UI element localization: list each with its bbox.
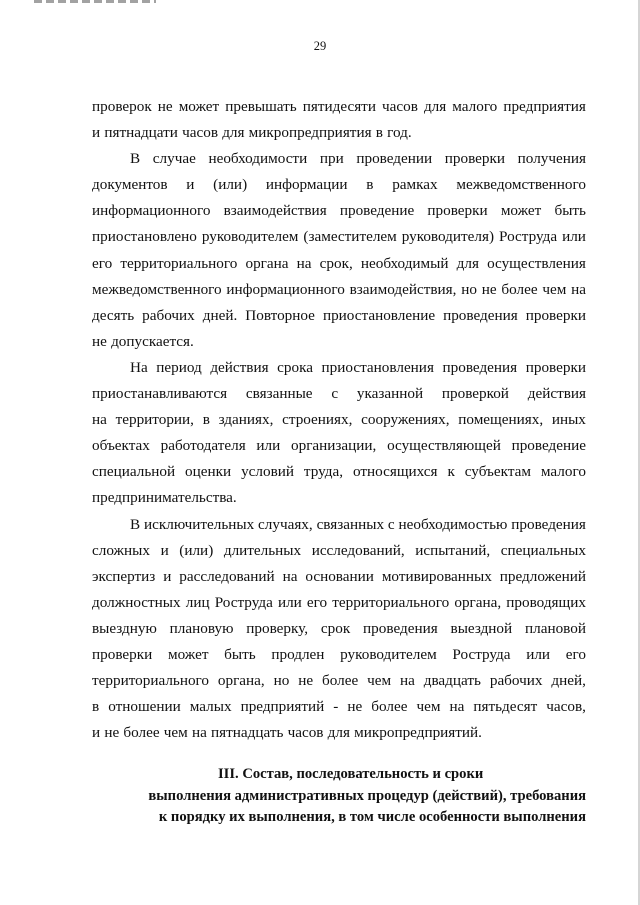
word: более <box>371 698 408 716</box>
word: предприятия <box>503 98 586 115</box>
word: (или) <box>213 176 248 194</box>
word: на <box>571 280 586 298</box>
word: но <box>273 672 290 690</box>
word: должностных <box>92 593 181 611</box>
word: проведения <box>443 306 518 324</box>
word: связанные <box>245 385 313 403</box>
text-line <box>92 277 586 303</box>
word: срок <box>320 619 351 637</box>
word: микропредприятия <box>248 124 372 142</box>
word: к <box>447 463 455 481</box>
word: на <box>92 411 107 429</box>
word: приостановление <box>322 306 436 324</box>
heading-line-3: к порядку их выполнения, в том числе особенности выполнения <box>158 809 586 825</box>
text-line <box>92 616 586 642</box>
word: проверки <box>92 645 153 663</box>
word: зданиях, <box>218 411 274 429</box>
text-line <box>92 720 586 746</box>
word: указанной <box>356 385 424 403</box>
word: не <box>298 672 314 690</box>
word: чем <box>367 672 392 690</box>
word: проведения <box>442 358 518 376</box>
word: проведения <box>511 515 586 533</box>
word: допускается. <box>111 332 194 350</box>
word: - <box>333 698 339 716</box>
word: проверку, <box>246 619 309 637</box>
word: пятнадцати <box>104 124 178 142</box>
word: рамках <box>392 176 438 194</box>
text-line <box>92 172 586 198</box>
word: мотивированных <box>381 567 492 585</box>
word: быть <box>554 202 586 220</box>
word: действия <box>527 385 586 403</box>
word: предпринимательства. <box>92 489 237 507</box>
word: (заместителем <box>303 228 397 246</box>
word: необходимости <box>208 150 308 168</box>
word: для <box>327 724 350 742</box>
word: чем <box>416 698 441 716</box>
text-line <box>92 590 586 616</box>
word: в <box>375 124 383 142</box>
word: на <box>282 567 298 585</box>
word: руководителем <box>201 228 299 246</box>
text-line <box>92 485 586 511</box>
word: органа <box>245 254 289 272</box>
word: или <box>562 228 586 246</box>
word: часов <box>182 124 218 142</box>
word: в <box>366 176 374 194</box>
word: на <box>449 698 465 716</box>
text-line <box>92 303 586 329</box>
word: и <box>92 724 101 742</box>
word: дней, <box>551 672 586 690</box>
word: руководителем <box>340 645 437 663</box>
word: год. <box>387 124 412 142</box>
word: предприятий <box>240 698 325 716</box>
word: специальной <box>92 463 176 481</box>
word: На <box>130 358 148 376</box>
word: Роструда <box>214 593 273 611</box>
word: основании <box>305 567 374 585</box>
text-line <box>92 642 586 668</box>
word: пятнадцать <box>211 724 284 742</box>
word: более <box>123 724 160 742</box>
word: расследований <box>179 567 275 585</box>
word: В <box>130 515 141 533</box>
word: для <box>222 124 245 142</box>
word: и <box>186 176 195 194</box>
text-line <box>92 355 586 381</box>
word: часов <box>382 98 418 115</box>
word: сооружениях, <box>361 411 450 429</box>
word: испытаний, <box>415 541 491 559</box>
word: на <box>191 724 207 742</box>
word: не <box>104 724 120 742</box>
word: взаимодействия, <box>349 280 457 298</box>
word: оценки <box>185 463 232 481</box>
word: проведение <box>339 202 415 220</box>
word: приостановлено <box>92 228 197 246</box>
text-line <box>92 668 586 694</box>
word: приостанавливаются <box>92 385 228 403</box>
word: микропредприятий. <box>354 724 482 742</box>
word: приостановления <box>321 358 434 376</box>
word: превышать <box>225 98 297 115</box>
word: и <box>160 541 169 559</box>
text-line <box>92 538 586 564</box>
word: (или) <box>179 541 214 559</box>
word: объектах <box>92 437 150 455</box>
scan-edge-mark <box>34 0 156 3</box>
word: получения <box>517 150 586 168</box>
word: осуществления <box>487 254 586 272</box>
text-line <box>92 512 586 538</box>
word: проверок <box>92 98 152 115</box>
word: Роструда <box>452 645 511 663</box>
word: пятидесяти <box>302 98 376 115</box>
word: экспертиз <box>92 567 156 585</box>
word: проверки <box>525 306 586 324</box>
word: в <box>92 698 100 716</box>
word: срока <box>277 358 313 376</box>
word: предложений <box>499 567 586 585</box>
word: руководителя) <box>401 228 495 246</box>
word: быть <box>224 645 256 663</box>
word: межведомственного <box>456 176 586 194</box>
word: не <box>92 332 107 350</box>
word: сложных <box>92 541 150 559</box>
word: дней. <box>202 306 238 324</box>
word: пятьдесят <box>473 698 538 716</box>
word: межведомственного <box>92 280 222 298</box>
word: малых <box>189 698 232 716</box>
word: действия <box>210 358 269 376</box>
word: иных <box>551 411 586 429</box>
text-line <box>92 120 586 146</box>
word: период <box>156 358 202 376</box>
word: случаях, <box>258 515 313 533</box>
word: взаимодействия <box>223 202 327 220</box>
word: территориального <box>92 672 209 690</box>
word: часов <box>287 724 324 742</box>
word: малого <box>452 98 498 115</box>
word: работодателя <box>160 437 246 455</box>
word: случае <box>152 150 196 168</box>
word: рабочих <box>142 306 195 324</box>
word: для <box>456 254 479 272</box>
word: осуществляющей <box>387 437 501 455</box>
text-line <box>92 198 586 224</box>
text-line <box>92 146 586 172</box>
word: территории, <box>115 411 194 429</box>
word: рабочих <box>489 672 543 690</box>
word: его <box>306 593 328 611</box>
page-number: 29 <box>313 39 327 53</box>
word: информации <box>265 176 348 194</box>
word: проверки <box>427 202 488 220</box>
word: плановую <box>169 619 234 637</box>
word: необходимостью <box>398 515 508 533</box>
word: Повторное <box>245 306 315 324</box>
word: более <box>322 672 359 690</box>
word: двадцать <box>423 672 481 690</box>
word: территориального <box>120 254 238 272</box>
word: может <box>178 98 220 115</box>
word: или <box>277 593 302 611</box>
word: условий <box>241 463 294 481</box>
word: чем <box>542 280 567 298</box>
word: субъектам <box>464 463 531 481</box>
word: плановой <box>525 619 586 637</box>
word: или <box>526 645 551 663</box>
word: и <box>163 567 172 585</box>
word: может <box>500 202 542 220</box>
word: организации, <box>291 437 377 455</box>
word: не <box>157 98 173 115</box>
word: проведения <box>363 619 438 637</box>
word: и <box>92 124 101 142</box>
word: проведении <box>356 150 433 168</box>
text-line <box>92 694 586 720</box>
word: документов <box>92 176 168 194</box>
word: территориального <box>332 593 450 611</box>
text-line <box>92 407 586 433</box>
word: лиц <box>185 593 210 611</box>
heading-line-2: выполнения административных процедур (действий), требования <box>148 787 586 804</box>
text-line <box>92 251 586 277</box>
word: с <box>387 515 395 533</box>
word: органа, <box>217 672 265 690</box>
word: длительных <box>223 541 302 559</box>
word: отношении <box>108 698 181 716</box>
word: строениях, <box>282 411 353 429</box>
word: продлен <box>271 645 325 663</box>
word: выездной <box>450 619 513 637</box>
word: исключительных <box>144 515 255 533</box>
word: более <box>501 280 538 298</box>
word: на <box>296 254 312 272</box>
word: В <box>130 150 141 168</box>
word: на <box>399 672 415 690</box>
heading-line-1: III. Состав, последовательность и сроки <box>218 766 484 782</box>
word: часов, <box>546 698 586 716</box>
word: относящихся <box>352 463 438 481</box>
word: проверки <box>525 358 586 376</box>
section-heading <box>80 764 586 829</box>
word: проверки <box>444 150 506 168</box>
word: органа, <box>454 593 502 611</box>
word: может <box>167 645 209 663</box>
word: проводящих <box>506 593 586 611</box>
word: малого <box>540 463 586 481</box>
word: для <box>423 98 447 115</box>
body-text <box>92 94 586 746</box>
text-line <box>92 329 586 355</box>
text-line <box>92 94 586 120</box>
word: специальных <box>500 541 586 559</box>
word: информационного <box>226 280 345 298</box>
word: чем <box>163 724 188 742</box>
word: проведение <box>511 437 586 455</box>
word: не <box>481 280 497 298</box>
word: его <box>92 254 113 272</box>
word: с <box>331 385 339 403</box>
word: но <box>461 280 477 298</box>
text-line <box>92 564 586 590</box>
word: необходимый <box>360 254 449 272</box>
word: десять <box>92 306 135 324</box>
text-line <box>92 433 586 459</box>
word: при <box>319 150 344 168</box>
word: помещениях, <box>458 411 544 429</box>
word: не <box>347 698 363 716</box>
word: исследований, <box>311 541 405 559</box>
word: проверкой <box>441 385 509 403</box>
text-line <box>92 459 586 485</box>
word: Роструда <box>499 228 558 246</box>
word: в <box>202 411 210 429</box>
word: его <box>565 645 586 663</box>
word: или <box>256 437 281 455</box>
word: информационного <box>92 202 211 220</box>
word: труда, <box>303 463 344 481</box>
word: связанных <box>316 515 385 533</box>
word: срок, <box>319 254 353 272</box>
text-line <box>92 381 586 407</box>
word: выездную <box>92 619 157 637</box>
text-line <box>92 224 586 250</box>
